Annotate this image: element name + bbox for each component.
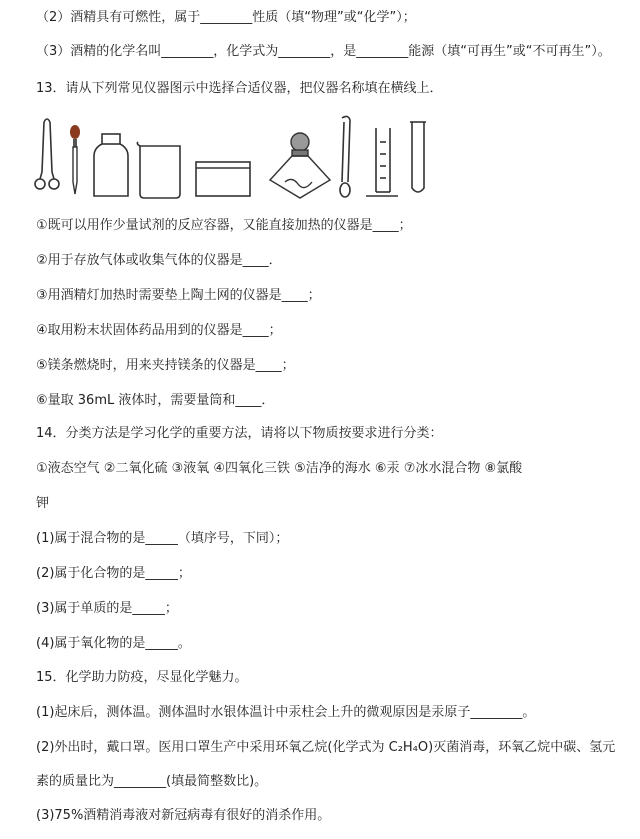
beaker-icon	[137, 142, 180, 198]
q13-item-4: ④取用粉末状固体药品用到的仪器是____；	[36, 323, 282, 338]
q13-item-3: ③用酒精灯加热时需要垫上陶土网的仪器是____；	[36, 288, 321, 303]
q13-title: 13．请从下列常见仪器图示中选择合适仪器，把仪器名称填在横线上．	[36, 81, 443, 96]
q14-item-3: (3)属于单质的是_____；	[36, 601, 178, 616]
q13-item-1: ①既可以用作少量试剂的反应容器，又能直接加热的仪器是____；	[36, 218, 412, 233]
q15-item-2-line2: 素的质量比为________(填最简整数比)。	[36, 774, 268, 789]
graduated-cylinder-icon	[366, 128, 398, 196]
q12-line2: （2）酒精具有可燃性，属于________性质（填“物理”或“化学”）；	[36, 10, 416, 25]
q15-item-1: (1)起床后，测体温。测体温时水银体温计中汞柱会上升的微观原因是汞原子________。	[36, 705, 536, 720]
q14-item-4: (4)属于氧化物的是_____。	[36, 636, 191, 651]
q15-item-3: (3)75%酒精消毒液对新冠病毒有很好的消杀作用。	[36, 808, 331, 823]
test-tube-icon	[410, 122, 426, 192]
q13-item-6: ⑥量取 36mL 液体时，需要量筒和____．	[36, 393, 275, 408]
apparatus-row	[30, 112, 450, 202]
crucible-tongs-icon	[35, 119, 59, 189]
q14-title: 14．分类方法是学习化学的重要方法，请将以下物质按要求进行分类：	[36, 426, 443, 441]
combustion-spoon-icon	[340, 116, 350, 197]
alcohol-lamp-with-gauze-icon	[270, 133, 330, 198]
q14-item-1: (1)属于混合物的是_____（填序号，下同）；	[36, 531, 289, 546]
q14-substances-line1: ①液态空气 ②二氧化硫 ③液氧 ④四氧化三铁 ⑤洁净的海水 ⑥汞 ⑦冰水混合物 ⑧氯酸	[36, 461, 523, 476]
q15-item-2-line1: (2)外出时，戴口罩。医用口罩生产中采用环氧乙烷(化学式为 C₂H₄O)灭菌消毒，环氧乙烷中碳、氢元	[36, 740, 616, 755]
q14-substances-line2: 钾	[36, 496, 50, 511]
q14-item-2: (2)属于化合物的是_____；	[36, 566, 191, 581]
q15-title: 15．化学助力防疫，尽显化学魅力。	[36, 670, 248, 685]
wide-mouth-bottle-icon	[94, 134, 128, 196]
q13-item-5: ⑤镁条燃烧时，用来夹持镁条的仪器是____；	[36, 358, 295, 373]
evaporating-dish-icon	[196, 162, 250, 196]
q13-item-2: ②用于存放气体或收集气体的仪器是____．	[36, 253, 282, 268]
q12-line3: （3）酒精的化学名叫________，化学式为________，是________能源（填“可再生”或“不可再生”）。	[36, 44, 611, 59]
dropper-icon	[70, 125, 80, 194]
